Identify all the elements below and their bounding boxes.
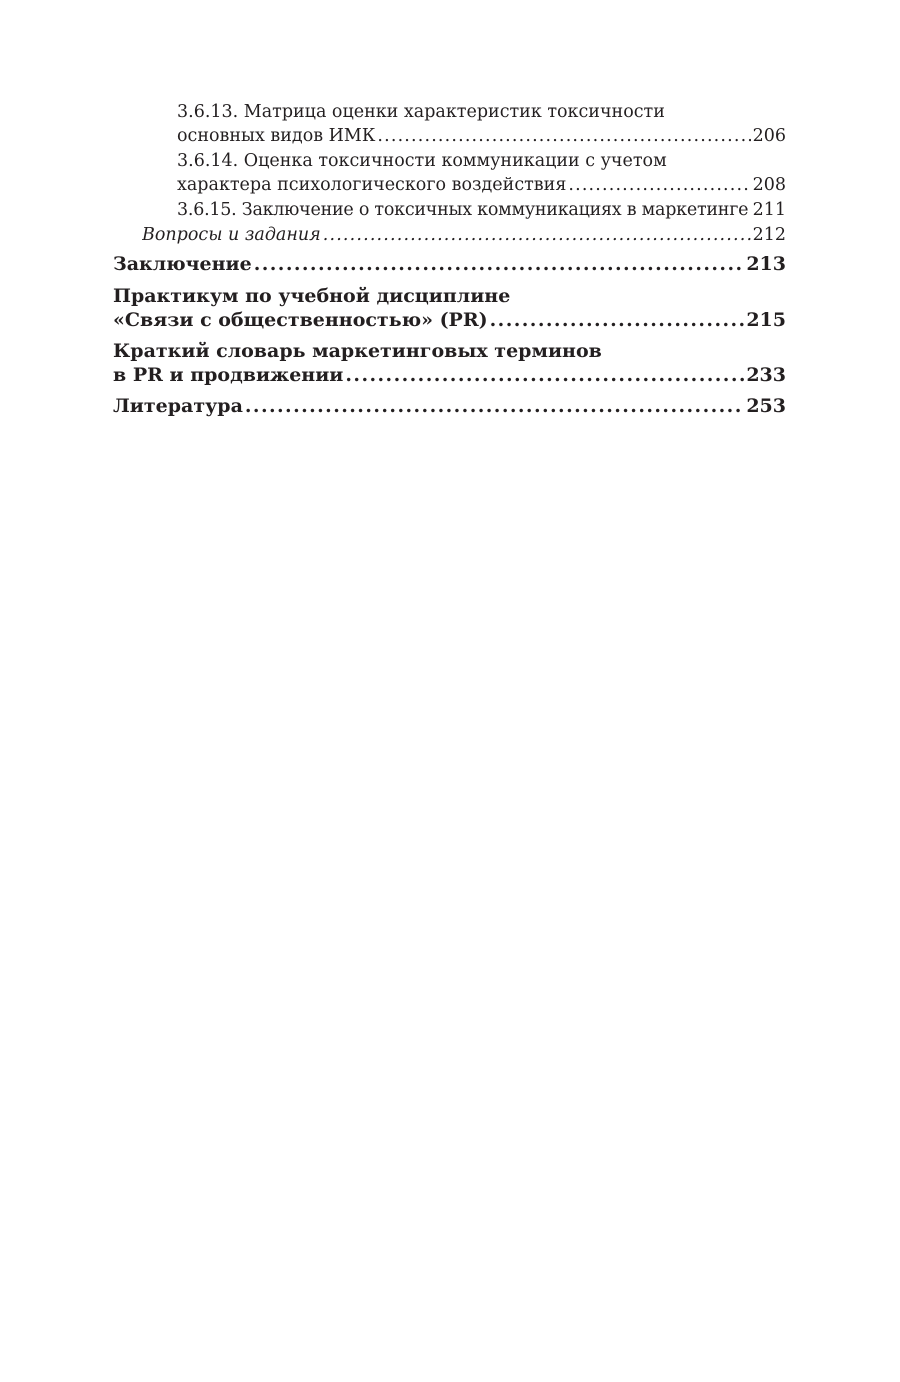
page-number: 206	[752, 126, 786, 146]
page-number: 233	[746, 364, 786, 386]
page-number: 213	[746, 253, 786, 275]
page-number: 208	[752, 175, 786, 195]
toc-entry-title: Заключение	[113, 253, 252, 275]
toc-entry-leader-line	[113, 307, 786, 333]
toc-entry-leader-line	[142, 223, 786, 247]
dot-leader	[254, 251, 745, 277]
toc-entry-title: Практикум по учебной дисциплине	[113, 285, 511, 307]
toc-entry-title-continued: основных видов ИМК	[177, 126, 376, 146]
toc-entry-leader-line	[177, 173, 786, 197]
toc-entry-title: Литература	[113, 395, 243, 417]
page-number: 215	[746, 309, 786, 331]
toc-entry-title-continued: в PR и продвижении	[113, 364, 344, 386]
dot-leader	[323, 223, 751, 247]
toc-entry-title: 3.6.15. Заключение о токсичных коммуникациях в маркетинге	[177, 200, 749, 220]
toc-entry-leader-line	[177, 124, 786, 148]
toc-entry-title: Краткий словарь маркетинговых терминов	[113, 340, 602, 362]
toc-entry-title: Вопросы и задания	[142, 225, 321, 245]
page-number: 253	[746, 395, 786, 417]
page-number: 211	[752, 200, 786, 220]
dot-leader	[490, 307, 745, 333]
toc-entry-title: 3.6.13. Матрица оценки характеристик токсичности	[177, 102, 665, 122]
page-number: 212	[752, 225, 786, 245]
toc-entry-title-continued: «Связи с общественностью» (PR)	[113, 309, 488, 331]
toc-entry-leader-line	[113, 362, 786, 388]
dot-leader	[345, 362, 744, 388]
dot-leader	[245, 393, 744, 419]
dot-leader	[568, 173, 750, 197]
toc-entry-leader-line	[113, 393, 786, 419]
dot-leader	[377, 124, 750, 148]
toc-entry-leader-line	[177, 198, 786, 222]
toc-entry-leader-line	[113, 251, 786, 277]
toc-entry-title: 3.6.14. Оценка токсичности коммуникации с учетом	[177, 151, 667, 171]
toc-entry-title-continued: характера психологического воздействия	[177, 175, 567, 195]
